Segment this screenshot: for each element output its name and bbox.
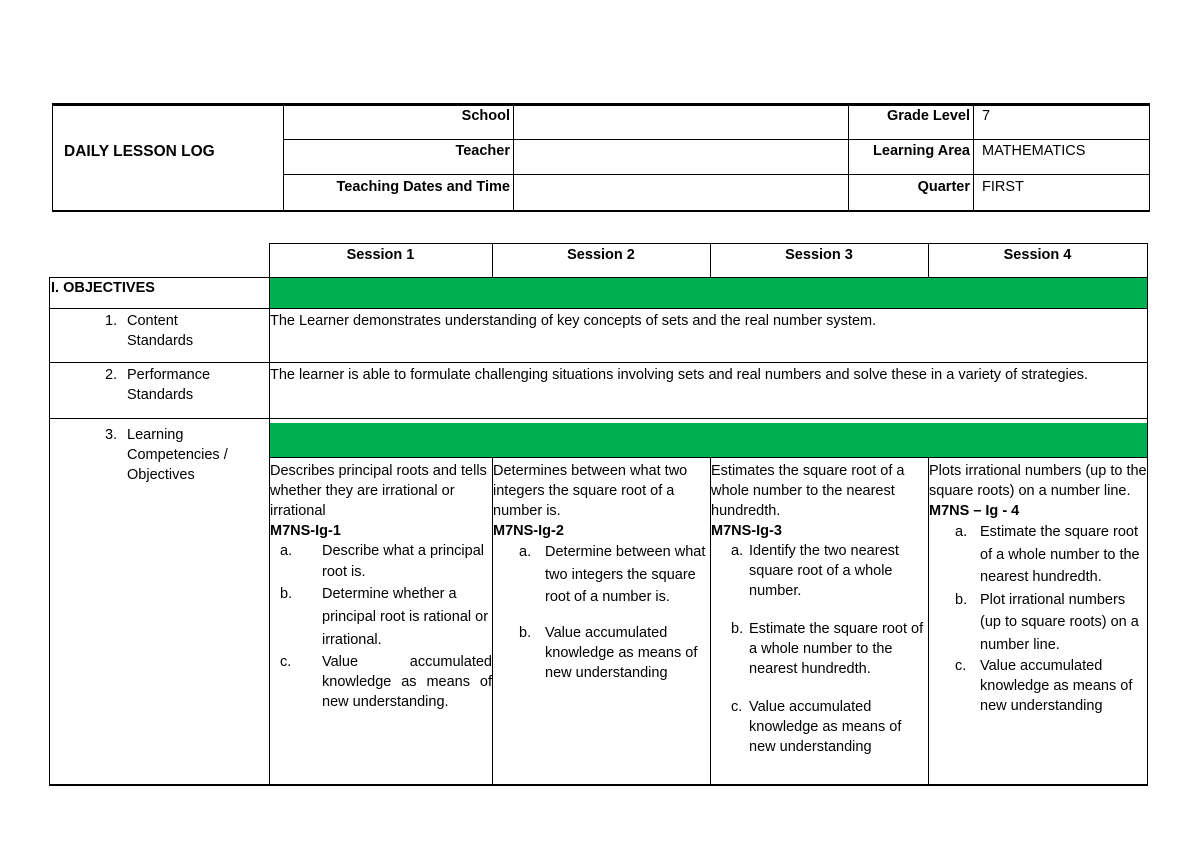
competencies-band [270, 423, 1147, 457]
session-4-header: Session 4 [1003, 247, 1072, 263]
grade-value: 7 [982, 108, 991, 124]
item-text: Estimate the square root of a whole number to the nearest hundredth. [749, 621, 924, 677]
session-3-header: Session 3 [785, 247, 853, 263]
content-standards-text: The Learner demonstrates understanding of key concepts of sets and the real number system. [270, 313, 877, 329]
item-text: Plot irrational numbers (up to square roots) on a number line. [980, 591, 1139, 653]
item-text: Value accumulated knowledge as means of new understanding [980, 658, 1133, 714]
competency-description: Estimates the square root of a whole number to the nearest hundredth. [711, 463, 905, 519]
item-marker: c. [280, 654, 292, 670]
session-2-header: Session 2 [567, 247, 635, 263]
objective-item [493, 623, 710, 683]
item-text: Estimate the square root of a whole number to the nearest hundredth. [980, 524, 1140, 585]
item-marker: a. [280, 543, 293, 559]
quarter-value: FIRST [982, 179, 1024, 195]
item-marker: a. [955, 524, 968, 540]
objective-item [711, 541, 928, 601]
competency-description: Plots irrational numbers (up to the square roots) on a number line. [929, 463, 1147, 499]
competency-description: Determines between what two integers the square root of a number is. [493, 463, 688, 519]
dates-field[interactable] [518, 179, 843, 205]
area-label: Learning Area [873, 143, 970, 159]
objective-item [929, 521, 1147, 589]
document-title: DAILY LESSON LOG [64, 143, 215, 160]
objective-item [711, 619, 928, 679]
objective-item [270, 652, 492, 712]
performance-number: 2. [105, 367, 118, 383]
item-marker: b. [280, 586, 293, 602]
item-text: Value accumulated knowledge as means of new understanding. [322, 654, 492, 710]
item-marker: b. [731, 621, 744, 637]
competencies-number: 3. [105, 427, 118, 443]
quarter-label: Quarter [917, 179, 970, 195]
competency-session-3 [711, 461, 928, 757]
item-text: Identify the two nearest square root of a whole number. [749, 543, 899, 599]
competency-code: M7NS – Ig - 4 [929, 503, 1020, 519]
item-marker: b. [519, 624, 532, 641]
objective-item [711, 697, 928, 757]
item-text: Determine between what two integers the square root of a number is. [545, 544, 706, 605]
competency-description: Describes principal roots and tells whether they are irrational or irrational [270, 463, 487, 519]
item-marker: c. [955, 658, 967, 674]
item-text: Value accumulated knowledge as means of new understanding [545, 624, 698, 681]
grade-label: Grade Level [886, 108, 970, 124]
school-label: School [461, 108, 510, 124]
competency-session-1 [270, 461, 492, 712]
objective-item [270, 583, 492, 652]
school-field[interactable] [518, 108, 843, 134]
teacher-label: Teacher [455, 143, 510, 159]
item-marker: b. [955, 591, 968, 608]
teacher-field[interactable] [518, 143, 843, 169]
content-number: 1. [105, 313, 118, 329]
objective-item [493, 541, 710, 609]
performance-standards-label: Performance Standards [127, 367, 211, 403]
item-text: Value accumulated knowledge as means of new understanding [749, 699, 902, 755]
objectives-band [270, 278, 1147, 308]
performance-standards-text: The learner is able to formulate challenging situations involving sets and real numbers and solve these in a variety of strategies. [270, 367, 1089, 383]
competency-session-2 [493, 461, 710, 683]
objective-item [270, 541, 492, 583]
objectives-heading: I. OBJECTIVES [51, 280, 155, 296]
content-standards-label: Content Standards [127, 313, 194, 349]
item-text: Determine whether a principal root is rational or irrational. [322, 586, 489, 648]
competency-code: M7NS-Ig-3 [711, 523, 782, 539]
item-text: Describe what a principal root is. [322, 543, 484, 580]
objective-item [929, 656, 1147, 716]
competency-code: M7NS-Ig-1 [270, 523, 341, 539]
item-marker: a. [519, 544, 532, 560]
competencies-label: Learning Competencies / Objectives [127, 427, 228, 483]
competency-session-4 [929, 461, 1147, 716]
dates-label: Teaching Dates and Time [336, 179, 510, 195]
item-marker: c. [731, 699, 743, 715]
competency-code: M7NS-Ig-2 [493, 523, 564, 539]
area-value: MATHEMATICS [982, 143, 1086, 159]
objective-item [929, 589, 1147, 657]
session-1-header: Session 1 [346, 247, 415, 263]
item-marker: a. [731, 543, 744, 559]
